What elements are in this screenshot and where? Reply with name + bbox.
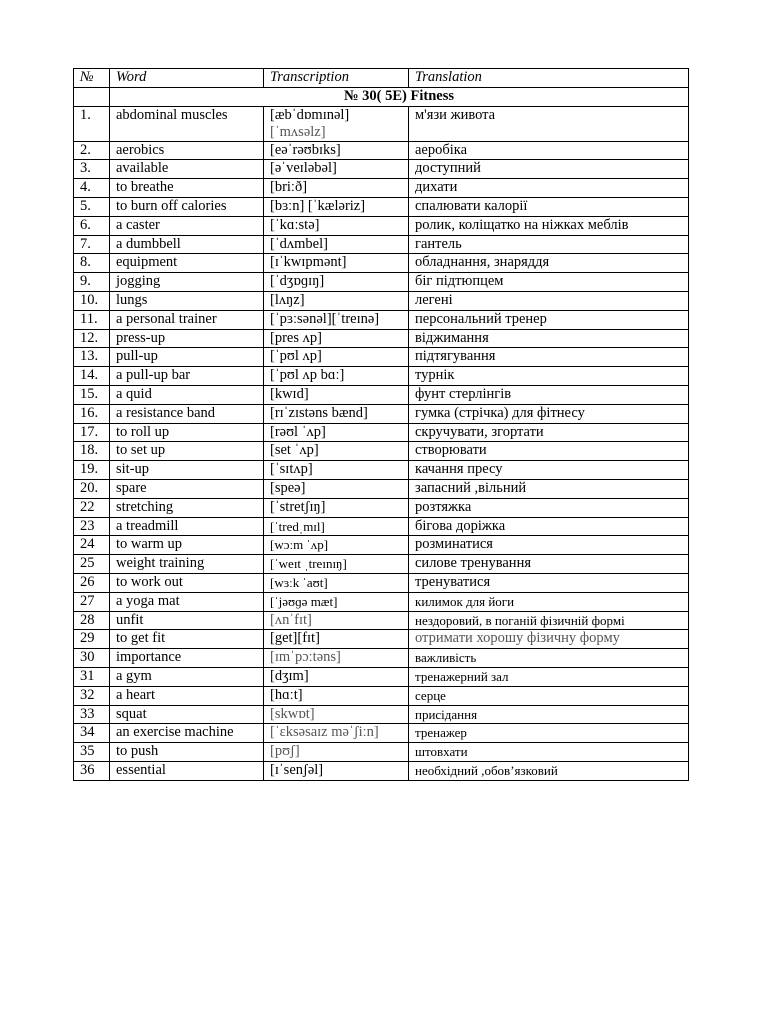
row-number: 7. <box>74 235 110 254</box>
table-row <box>74 761 689 780</box>
row-translation: штовхати <box>409 743 689 762</box>
transcription-text: [ɪˈsenʃəl] <box>270 761 324 778</box>
row-translation: доступний <box>409 160 689 179</box>
row-transcription <box>264 385 409 404</box>
transcription-text: [æbˈdɒmɪnəl] <box>270 106 350 123</box>
row-translation: біг підтюпцем <box>409 273 689 292</box>
transcription-text-2: [ˈmʌsəlz] <box>270 123 326 140</box>
row-word: a heart <box>110 686 264 705</box>
transcription-text: [ˈstretʃɪŋ] <box>270 498 326 515</box>
row-number: 2. <box>74 141 110 160</box>
table-row <box>74 555 689 574</box>
transcription-text: [rəʊl ˈʌp] <box>270 423 326 440</box>
row-word: pull-up <box>110 348 264 367</box>
row-number: 31 <box>74 667 110 686</box>
section-num-cell <box>74 87 110 106</box>
row-translation: персональний тренер <box>409 310 689 329</box>
row-translation: килимок для йоги <box>409 592 689 611</box>
transcription-text: [rɪˈzɪstəns bænd] <box>270 404 368 421</box>
row-translation: необхідний ,обов’язковий <box>409 761 689 780</box>
table-row <box>74 649 689 668</box>
row-translation: спалювати калорії <box>409 197 689 216</box>
table-row <box>74 160 689 179</box>
row-transcription <box>264 273 409 292</box>
row-number: 16. <box>74 404 110 423</box>
row-number: 3. <box>74 160 110 179</box>
table-row <box>74 254 689 273</box>
row-word: to burn off calories <box>110 197 264 216</box>
row-number: 34 <box>74 724 110 743</box>
row-word: a quid <box>110 385 264 404</box>
row-translation: підтягування <box>409 348 689 367</box>
table-row <box>74 273 689 292</box>
transcription-text: [kwɪd] <box>270 385 309 402</box>
table-row <box>74 442 689 461</box>
table-row <box>74 348 689 367</box>
row-translation: м'язи живота <box>409 106 689 141</box>
row-transcription <box>264 667 409 686</box>
row-word: to set up <box>110 442 264 461</box>
row-number: 20. <box>74 479 110 498</box>
transcription-text: [ʌnˈfɪt] <box>270 611 312 628</box>
row-word: equipment <box>110 254 264 273</box>
row-word: press-up <box>110 329 264 348</box>
row-translation: віджимання <box>409 329 689 348</box>
transcription-text: [hɑːt] <box>270 686 303 703</box>
row-translation: обладнання, знаряддя <box>409 254 689 273</box>
row-translation: аеробіка <box>409 141 689 160</box>
row-transcription <box>264 254 409 273</box>
row-transcription <box>264 106 409 141</box>
row-transcription <box>264 329 409 348</box>
row-number: 22 <box>74 498 110 517</box>
row-number: 8. <box>74 254 110 273</box>
header-transcription: Transcription <box>264 69 409 88</box>
row-number: 25 <box>74 555 110 574</box>
row-transcription <box>264 630 409 649</box>
transcription-text: [skwɒt] <box>270 705 315 722</box>
row-word: to breathe <box>110 179 264 198</box>
row-transcription <box>264 498 409 517</box>
row-transcription <box>264 479 409 498</box>
table-row <box>74 291 689 310</box>
transcription-text: [ˈjəʊɡə mæt] <box>270 593 338 609</box>
row-translation: нездоровий, в поганій фізичній формі <box>409 611 689 630</box>
row-translation: гумка (стрічка) для фітнесу <box>409 404 689 423</box>
row-translation: присідання <box>409 705 689 724</box>
transcription-text: [ˈkɑːstə] <box>270 216 320 233</box>
row-transcription <box>264 555 409 574</box>
table-row <box>74 498 689 517</box>
row-number: 18. <box>74 442 110 461</box>
row-word: an exercise machine <box>110 724 264 743</box>
row-word: squat <box>110 705 264 724</box>
table-row <box>74 536 689 555</box>
row-word: stretching <box>110 498 264 517</box>
row-transcription <box>264 235 409 254</box>
row-number: 32 <box>74 686 110 705</box>
transcription-text: [pʊʃ] <box>270 743 300 760</box>
row-number: 15. <box>74 385 110 404</box>
row-number: 10. <box>74 291 110 310</box>
transcription-text: [ˈweɪt ˌtreɪnɪŋ] <box>270 556 347 572</box>
row-word: a pull-up bar <box>110 367 264 386</box>
section-title: № 30( 5E) Fitness <box>110 87 689 106</box>
row-word: a yoga mat <box>110 592 264 611</box>
row-transcription <box>264 404 409 423</box>
table-row <box>74 592 689 611</box>
row-number: 29 <box>74 630 110 649</box>
row-word: a dumbbell <box>110 235 264 254</box>
row-transcription <box>264 761 409 780</box>
transcription-text: [ˈpɜːsənəl][ˈtreɪnə] <box>270 310 380 327</box>
row-transcription <box>264 367 409 386</box>
vocabulary-table-body <box>74 69 689 781</box>
table-header-row <box>74 69 689 88</box>
row-word: weight training <box>110 555 264 574</box>
row-translation: серце <box>409 686 689 705</box>
transcription-text: [ˈpʊl ʌp bɑː] <box>270 367 345 384</box>
row-word: a personal trainer <box>110 310 264 329</box>
row-word: abdominal muscles <box>110 106 264 141</box>
row-transcription <box>264 592 409 611</box>
row-translation: тренажерний зал <box>409 667 689 686</box>
row-word: a resistance band <box>110 404 264 423</box>
row-number: 14. <box>74 367 110 386</box>
table-row <box>74 667 689 686</box>
row-transcription <box>264 141 409 160</box>
row-number: 36 <box>74 761 110 780</box>
row-number: 23 <box>74 517 110 536</box>
row-number: 1. <box>74 106 110 141</box>
table-row <box>74 385 689 404</box>
row-number: 17. <box>74 423 110 442</box>
transcription-text: [eəˈrəʊbɪks] <box>270 141 341 158</box>
row-transcription <box>264 291 409 310</box>
transcription-text: [briːð] <box>270 179 308 196</box>
row-translation: силове тренування <box>409 555 689 574</box>
row-transcription <box>264 216 409 235</box>
row-number: 19. <box>74 461 110 480</box>
transcription-text: [set ˈʌp] <box>270 442 319 459</box>
transcription-text: [ɪmˈpɔːtəns] <box>270 649 341 666</box>
table-row <box>74 179 689 198</box>
row-translation: скручувати, згортати <box>409 423 689 442</box>
table-row <box>74 404 689 423</box>
row-translation: важливість <box>409 649 689 668</box>
row-word: importance <box>110 649 264 668</box>
row-translation: розтяжка <box>409 498 689 517</box>
header-num: № <box>74 69 110 88</box>
row-translation: гантель <box>409 235 689 254</box>
row-number: 6. <box>74 216 110 235</box>
table-row <box>74 141 689 160</box>
row-transcription <box>264 686 409 705</box>
row-translation: тренажер <box>409 724 689 743</box>
table-row <box>74 106 689 141</box>
section-row <box>74 87 689 106</box>
transcription-text: [pres ʌp] <box>270 329 322 346</box>
row-word: a treadmill <box>110 517 264 536</box>
row-transcription <box>264 611 409 630</box>
row-transcription <box>264 573 409 592</box>
row-transcription <box>264 705 409 724</box>
table-row <box>74 310 689 329</box>
table-row <box>74 743 689 762</box>
row-word: to get fit <box>110 630 264 649</box>
row-translation: створювати <box>409 442 689 461</box>
row-transcription <box>264 442 409 461</box>
row-transcription <box>264 348 409 367</box>
table-row <box>74 479 689 498</box>
table-row <box>74 630 689 649</box>
row-translation: турнік <box>409 367 689 386</box>
row-number: 24 <box>74 536 110 555</box>
row-number: 33 <box>74 705 110 724</box>
row-translation: фунт стерлінгів <box>409 385 689 404</box>
row-word: to warm up <box>110 536 264 555</box>
row-number: 5. <box>74 197 110 216</box>
row-translation: отримати хорошу фізичну форму <box>409 630 689 649</box>
row-translation: дихати <box>409 179 689 198</box>
row-translation: бігова доріжка <box>409 517 689 536</box>
table-row <box>74 216 689 235</box>
transcription-text: [wɔːm ˈʌp] <box>270 537 329 553</box>
row-transcription <box>264 743 409 762</box>
table-row <box>74 423 689 442</box>
row-word: aerobics <box>110 141 264 160</box>
row-number: 9. <box>74 273 110 292</box>
row-transcription <box>264 517 409 536</box>
row-number: 30 <box>74 649 110 668</box>
row-translation: розминатися <box>409 536 689 555</box>
row-transcription <box>264 160 409 179</box>
transcription-text: [ˈdʒɒɡɪŋ] <box>270 273 325 290</box>
row-word: a caster <box>110 216 264 235</box>
row-number: 28 <box>74 611 110 630</box>
table-row <box>74 329 689 348</box>
row-word: unfit <box>110 611 264 630</box>
transcription-text: [lʌŋz] <box>270 291 305 308</box>
transcription-text: [ˈɛksəsaɪz məˈʃiːn] <box>270 724 379 741</box>
transcription-text: [speə] <box>270 479 306 496</box>
table-row <box>74 197 689 216</box>
row-number: 27 <box>74 592 110 611</box>
row-word: sit-up <box>110 461 264 480</box>
table-row <box>74 705 689 724</box>
transcription-text: [ɪˈkwɪpmənt] <box>270 254 347 271</box>
row-word: available <box>110 160 264 179</box>
transcription-text: [ˈtredˌmɪl] <box>270 518 325 534</box>
transcription-text: [dʒɪm] <box>270 667 309 684</box>
row-number: 26 <box>74 573 110 592</box>
row-transcription <box>264 197 409 216</box>
table-row <box>74 573 689 592</box>
row-number: 13. <box>74 348 110 367</box>
row-number: 35 <box>74 743 110 762</box>
row-word: to push <box>110 743 264 762</box>
row-transcription <box>264 649 409 668</box>
transcription-text: [ˈdʌmbel] <box>270 235 328 252</box>
transcription-text: [bɜːn] [ˈkæləriz] <box>270 197 366 214</box>
table-row <box>74 235 689 254</box>
transcription-text: [wɜːk ˈaʊt] <box>270 574 328 590</box>
row-word: lungs <box>110 291 264 310</box>
header-translation: Translation <box>409 69 689 88</box>
table-row <box>74 517 689 536</box>
transcription-text: [ˈsɪtʌp] <box>270 461 313 478</box>
table-row <box>74 686 689 705</box>
transcription-text: [əˈveɪləbəl] <box>270 160 337 177</box>
row-transcription <box>264 310 409 329</box>
row-transcription <box>264 179 409 198</box>
row-number: 11. <box>74 310 110 329</box>
row-translation: тренуватися <box>409 573 689 592</box>
row-transcription <box>264 461 409 480</box>
row-transcription <box>264 423 409 442</box>
row-translation: качання пресу <box>409 461 689 480</box>
row-word: to roll up <box>110 423 264 442</box>
table-row <box>74 724 689 743</box>
row-word: a gym <box>110 667 264 686</box>
row-transcription <box>264 724 409 743</box>
row-word: essential <box>110 761 264 780</box>
table-row <box>74 367 689 386</box>
row-translation: запасний ,вільний <box>409 479 689 498</box>
transcription-text: [get][fɪt] <box>270 630 320 647</box>
vocabulary-table <box>73 68 689 781</box>
row-number: 12. <box>74 329 110 348</box>
row-word: jogging <box>110 273 264 292</box>
row-transcription <box>264 536 409 555</box>
row-word: spare <box>110 479 264 498</box>
row-translation: легені <box>409 291 689 310</box>
table-row <box>74 611 689 630</box>
row-number: 4. <box>74 179 110 198</box>
transcription-text: [ˈpʊl ʌp] <box>270 348 322 365</box>
row-translation: ролик, коліщатко на ніжках меблів <box>409 216 689 235</box>
header-word: Word <box>110 69 264 88</box>
row-word: to work out <box>110 573 264 592</box>
table-row <box>74 461 689 480</box>
